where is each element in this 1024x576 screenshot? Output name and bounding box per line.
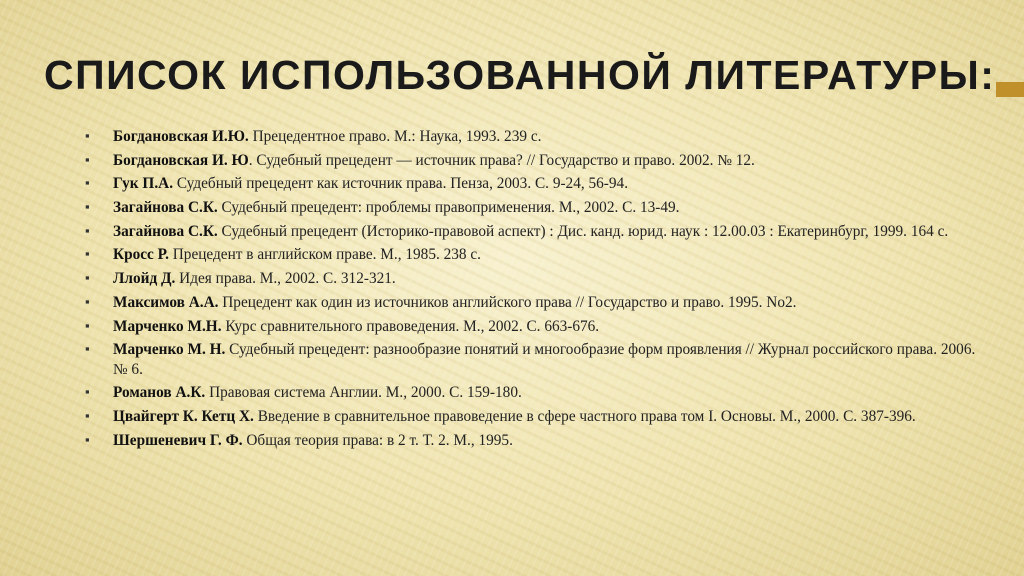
bullet-icon: ▪ [85, 199, 90, 215]
reference-author: Максимов А.А. [113, 293, 219, 311]
bullet-icon: ▪ [85, 431, 90, 447]
reference-item [84, 151, 984, 171]
reference-item [84, 174, 984, 194]
reference-author: Богдановская И. Ю [113, 151, 249, 169]
reference-item [84, 383, 984, 403]
reference-author: Романов А.К. [113, 384, 206, 402]
reference-author: Гук П.А. [113, 175, 174, 193]
reference-text: Судебный прецедент (Историко-правовой аспект) : Дис. канд. юрид. наук : 12.00.03 : Екатеринбург, 1999. 164 с. [217, 222, 949, 240]
reference-author: Загайнова С.К. [113, 199, 218, 217]
bullet-icon: ▪ [85, 317, 90, 333]
reference-text: Судебный прецедент: разнообразие понятий и многообразие форм проявления // Журнал российского права. 2006. № 6. [113, 341, 976, 378]
reference-text: Курс сравнительного правоведения. М., 2002. С. 663-676. [221, 317, 600, 335]
bullet-icon: ▪ [85, 175, 90, 191]
reference-item [84, 198, 984, 218]
reference-text: Судебный прецедент: проблемы правоприменения. М., 2002. С. 13-49. [217, 199, 680, 217]
bullet-icon: ▪ [85, 408, 90, 424]
reference-list [84, 127, 984, 454]
reference-author: Ллойд Д. [113, 270, 176, 288]
reference-text: Прецедентное право. М.: Наука, 1993. 239 с. [248, 128, 542, 145]
accent-bar [996, 82, 1024, 97]
reference-text: Прецедент в английском праве. М., 1985. 238 с. [168, 246, 481, 264]
reference-author: Богдановская И.Ю. [113, 128, 249, 145]
reference-author: Марченко М. Н. [113, 341, 226, 359]
bullet-icon: ▪ [85, 128, 90, 143]
reference-item [84, 127, 984, 147]
reference-item [84, 407, 984, 427]
reference-author: Кросс Р. [113, 246, 169, 264]
bullet-icon: ▪ [85, 293, 90, 309]
reference-item [84, 293, 984, 313]
reference-item [84, 222, 984, 242]
reference-author: Загайнова С.К. [113, 222, 218, 240]
reference-item [84, 317, 984, 337]
reference-item [84, 340, 984, 379]
bullet-icon: ▪ [85, 384, 90, 400]
reference-text: Общая теория права: в 2 т. Т. 2. М., 1995. [242, 431, 513, 449]
reference-item [84, 245, 984, 265]
bullet-icon: ▪ [85, 222, 90, 238]
reference-author: Марченко М.Н. [113, 317, 222, 335]
reference-text: Правовая система Англии. М., 2000. С. 159-180. [205, 384, 522, 402]
reference-text: Прецедент как один из источников английского права // Государство и право. 1995. No2. [218, 293, 797, 311]
bullet-icon: ▪ [85, 151, 90, 167]
reference-item [84, 431, 984, 451]
bullet-icon: ▪ [85, 341, 90, 357]
reference-author: Шершеневич Г. Ф. [113, 431, 243, 449]
reference-item [84, 269, 984, 289]
slide-title: СПИСОК ИСПОЛЬЗОВАННОЙ ЛИТЕРАТУРЫ: [44, 52, 996, 98]
reference-text: Судебный прецедент как источник права. Пенза, 2003. С. 9-24, 56-94. [173, 175, 629, 193]
reference-text: . Судебный прецедент — источник права? // Государство и право. 2002. № 12. [248, 151, 755, 169]
reference-text: Идея права. М., 2002. С. 312-321. [175, 270, 396, 288]
bullet-icon: ▪ [85, 270, 90, 286]
bullet-icon: ▪ [85, 246, 90, 262]
reference-text: Введение в сравнительное правоведение в сфере частного права том I. Основы. М., 2000. С. 387-396. [253, 408, 916, 426]
reference-author: Цвайгерт К. Кетц Х. [113, 408, 254, 426]
